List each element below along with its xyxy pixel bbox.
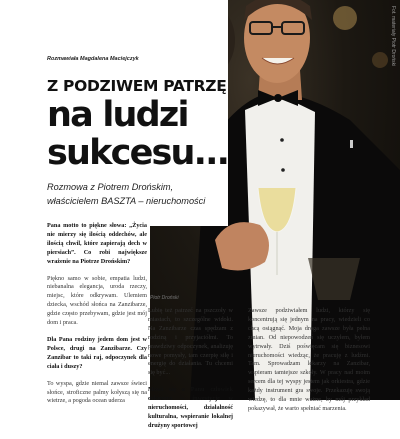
- headline-line-1: Z PODZIWEM PATRZĘ: [47, 77, 227, 95]
- interview-question: Dla Pana rodziny jedem dom jest w Polsce, drugi na Zanzibarze. Czy Zanzibar to taki raj, odpoczynek dla ciała i duszy?: [47, 335, 147, 370]
- lede: Rozmowa z Piotrem Drońskim, właścicielem BASZTA – nieruchomości: [47, 182, 206, 206]
- article-column-3: [248, 307, 370, 422]
- interview-answer: Lubię też patrzeć na pszczoły w miastach, to szczególne widoki. Na Zanzibarze czas spędzam z rodziną i przyjaciółmi. To prawdziwy odpoczynek, analizuję nowe pomysły, tam czerpię siłę i energię do działania. Tu chcemi się być...: [148, 307, 233, 377]
- title-panel: [0, 0, 228, 226]
- headline-line-3: sukcesu...: [47, 133, 229, 173]
- headline: [47, 76, 227, 172]
- byline: Rozmawiała Magdalena Maciejczyk: [47, 56, 139, 62]
- bow-tie-knot: [274, 94, 282, 102]
- shirt-stud: [281, 168, 285, 172]
- interview-question: Mówi się o Panu człowiek orkiestra – inwestycje w nieruchomości, działalność kulturalna, wspieranie lokalnej drużyny sportowej: [148, 386, 233, 429]
- photo-caption: Piotr Droński: [150, 295, 179, 301]
- article-column-1: [47, 222, 147, 414]
- interview-answer: Zawsze podziwiałem ludzi, którzy się koncentrują się jednym na pracy, wiedzieli co chcą osiągnąć. Moja droga zawsze była pełna zmian. Od niepowodzeń się uczyłem, byłem wytrwały. Dziś poświęcam się biznesowi nieruchomości wiedząc, że pracuję z ludźmi. Tam. Sprowadzam lekarzy na Zanzibar, wspieram tamtejsze szkoły. W pracy nad moim sercem dla tej wyspy jestem jak orkiestra, gdzie każdy instrument gra swoje. Przekazuję swoją wiedzę, to dla mnie ważne, by mój przykład pokazywał, że warto spełniać marzenia.: [248, 307, 370, 412]
- face: [244, 0, 310, 83]
- interview-answer: Piękno samo w sobie, empatia ludzi, niebanalna elegancja, uroda rzeczy, miejsc, które odkrywam. Ulemiem dziecka, wschód słońca na Zanzibarze, gdzie często przebywam, gdzie jest mój dom i praca.: [47, 274, 147, 327]
- headline-line-2: na ludzi: [47, 95, 188, 135]
- photo-credit: Fot. materiały Piotr Droński: [390, 6, 396, 67]
- lapel-pin: [350, 140, 353, 148]
- article-column-2: [148, 307, 233, 439]
- interview-question: Pana motto to piękne słowa: „Życia nie mierzy się ilością oddechów, ale ilością chwil, które zapierają dech w piersiach”. Co robi największe wrażenie na Piotrze Drońskim?: [47, 222, 147, 265]
- interview-answer: To wyspa, gdzie niemal zawsze świeci słońce, stroficzne palmy kołyszą się na wietrze, a pogoda ocean uderza: [47, 379, 147, 405]
- shirt-stud: [280, 138, 284, 142]
- bokeh-light: [333, 6, 357, 30]
